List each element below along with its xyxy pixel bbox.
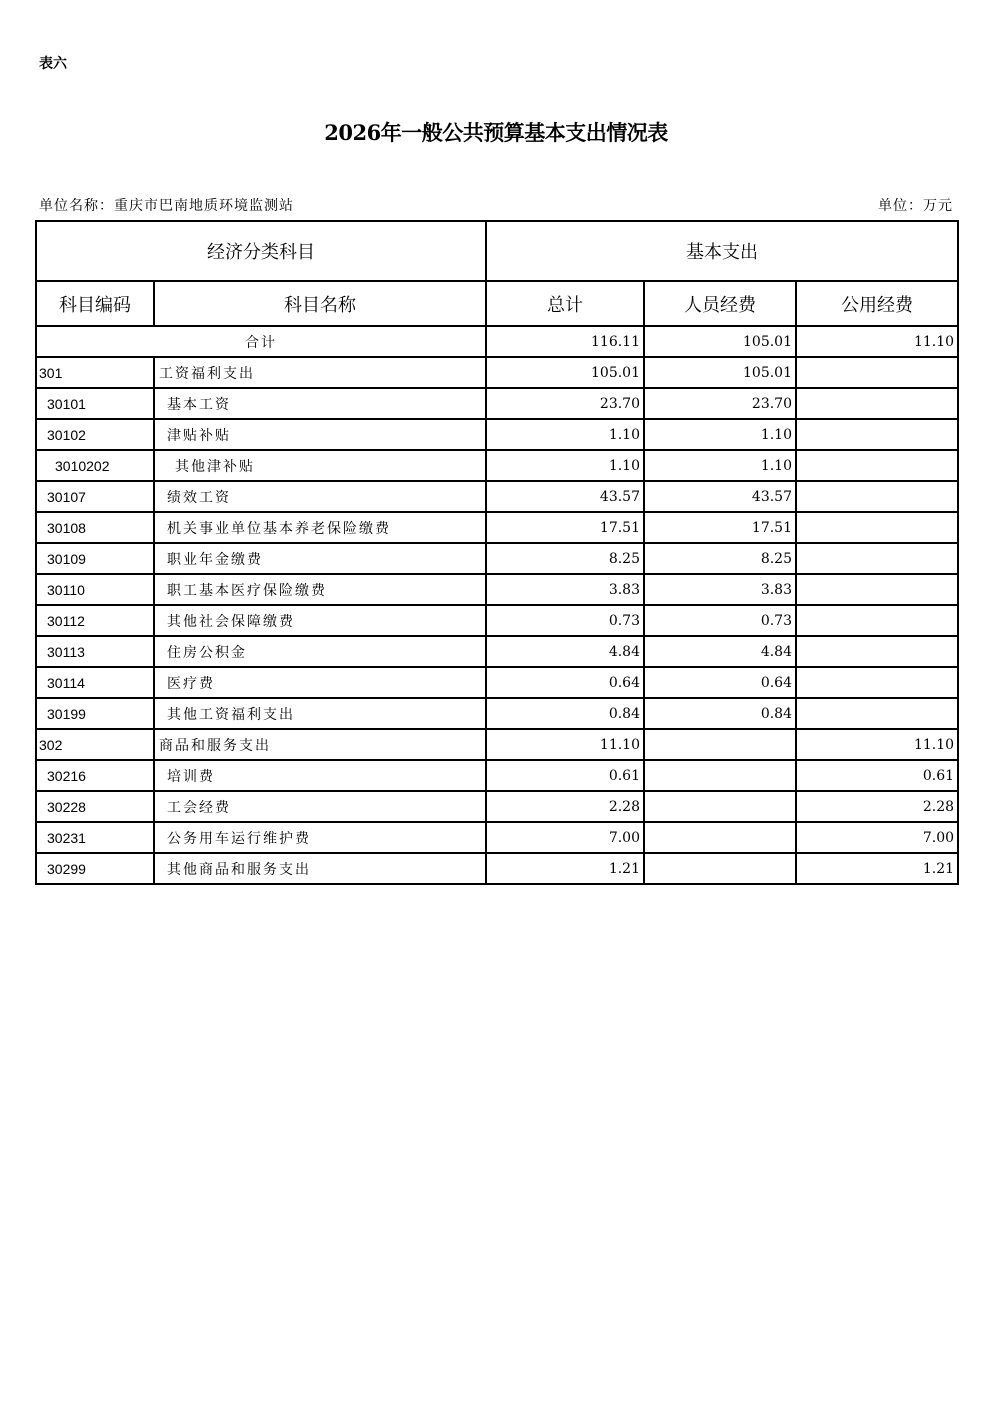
row-subject-name: 工资福利支出: [154, 357, 486, 388]
row-total-amount: 7.00: [486, 822, 644, 853]
row-subject-name: 绩效工资: [154, 481, 486, 512]
row-personnel-amount: 3.83: [644, 574, 796, 605]
row-subject-name: 机关事业单位基本养老保险缴费: [154, 512, 486, 543]
row-total-amount: 0.61: [486, 760, 644, 791]
table-row: [36, 419, 958, 450]
row-public-amount: [796, 667, 958, 698]
row-public-amount: [796, 605, 958, 636]
row-personnel-amount: [644, 853, 796, 884]
row-subject-code: 30108: [36, 512, 154, 543]
row-total-amount: 11.10: [486, 729, 644, 760]
row-total-amount: 3.83: [486, 574, 644, 605]
row-public-amount: [796, 636, 958, 667]
row-total-amount: 43.57: [486, 481, 644, 512]
header-public-expense: 公用经费: [796, 281, 958, 326]
row-total-amount: 1.21: [486, 853, 644, 884]
row-personnel-amount: 17.51: [644, 512, 796, 543]
header-row-group: [36, 221, 958, 281]
table-row: [36, 450, 958, 481]
row-public-amount: [796, 512, 958, 543]
row-subject-name: 医疗费: [154, 667, 486, 698]
row-subject-name: 其他工资福利支出: [154, 698, 486, 729]
row-public-amount: [796, 357, 958, 388]
row-subject-code: 302: [36, 729, 154, 760]
row-total-amount: 105.01: [486, 357, 644, 388]
table-row: [36, 636, 958, 667]
unit-name-label: 单位名称：重庆市巴南地质环境监测站: [39, 198, 294, 214]
table-row: [36, 481, 958, 512]
table-row: [36, 574, 958, 605]
row-subject-code: 30101: [36, 388, 154, 419]
table-row: [36, 667, 958, 698]
row-total-amount: 1.10: [486, 419, 644, 450]
row-subject-name: 职业年金缴费: [154, 543, 486, 574]
row-personnel-amount: [644, 791, 796, 822]
total-personnel-amount: 105.01: [644, 326, 796, 357]
row-personnel-amount: 0.73: [644, 605, 796, 636]
table-row: [36, 853, 958, 884]
total-amount: 116.11: [486, 326, 644, 357]
row-personnel-amount: [644, 729, 796, 760]
table-row: [36, 822, 958, 853]
row-personnel-amount: 1.10: [644, 419, 796, 450]
row-subject-code: 30216: [36, 760, 154, 791]
table-row: [36, 791, 958, 822]
row-subject-code: 301: [36, 357, 154, 388]
row-total-amount: 0.84: [486, 698, 644, 729]
table-row: [36, 698, 958, 729]
row-total-amount: 2.28: [486, 791, 644, 822]
row-personnel-amount: 23.70: [644, 388, 796, 419]
table-row: [36, 729, 958, 760]
total-row: [36, 326, 958, 357]
header-basic-expenditure: 基本支出: [486, 221, 958, 281]
row-subject-name: 其他津补贴: [154, 450, 486, 481]
row-total-amount: 17.51: [486, 512, 644, 543]
row-subject-code: 30110: [36, 574, 154, 605]
table-row: [36, 605, 958, 636]
row-total-amount: 23.70: [486, 388, 644, 419]
row-subject-code: 30102: [36, 419, 154, 450]
row-personnel-amount: 1.10: [644, 450, 796, 481]
total-label: 合计: [36, 326, 486, 357]
row-personnel-amount: 8.25: [644, 543, 796, 574]
row-personnel-amount: 0.84: [644, 698, 796, 729]
row-public-amount: [796, 450, 958, 481]
row-public-amount: 11.10: [796, 729, 958, 760]
row-subject-name: 其他社会保障缴费: [154, 605, 486, 636]
row-public-amount: [796, 698, 958, 729]
row-public-amount: [796, 481, 958, 512]
row-subject-name: 公务用车运行维护费: [154, 822, 486, 853]
header-subject-name: 科目名称: [154, 281, 486, 326]
row-public-amount: 1.21: [796, 853, 958, 884]
row-personnel-amount: 4.84: [644, 636, 796, 667]
row-subject-name: 培训费: [154, 760, 486, 791]
header-personnel-expense: 人员经费: [644, 281, 796, 326]
row-personnel-amount: [644, 822, 796, 853]
row-total-amount: 4.84: [486, 636, 644, 667]
row-subject-code: 30114: [36, 667, 154, 698]
row-subject-code: 30112: [36, 605, 154, 636]
row-public-amount: [796, 574, 958, 605]
row-subject-code: 3010202: [36, 450, 154, 481]
row-subject-code: 30299: [36, 853, 154, 884]
currency-unit-label: 单位：万元: [878, 198, 953, 214]
row-personnel-amount: 43.57: [644, 481, 796, 512]
row-subject-name: 津贴补贴: [154, 419, 486, 450]
table-row: [36, 512, 958, 543]
table-row: [36, 357, 958, 388]
row-personnel-amount: [644, 760, 796, 791]
row-personnel-amount: 0.64: [644, 667, 796, 698]
row-total-amount: 1.10: [486, 450, 644, 481]
row-total-amount: 8.25: [486, 543, 644, 574]
total-public-amount: 11.10: [796, 326, 958, 357]
page-title: 2026年一般公共预算基本支出情况表: [324, 120, 668, 145]
header-economic-classification: 经济分类科目: [36, 221, 486, 281]
table-row: [36, 760, 958, 791]
row-public-amount: 0.61: [796, 760, 958, 791]
row-subject-name: 商品和服务支出: [154, 729, 486, 760]
row-public-amount: 7.00: [796, 822, 958, 853]
row-subject-name: 工会经费: [154, 791, 486, 822]
row-total-amount: 0.73: [486, 605, 644, 636]
row-subject-code: 30107: [36, 481, 154, 512]
row-subject-name: 其他商品和服务支出: [154, 853, 486, 884]
row-subject-code: 30113: [36, 636, 154, 667]
row-public-amount: [796, 388, 958, 419]
row-subject-code: 30109: [36, 543, 154, 574]
row-public-amount: 2.28: [796, 791, 958, 822]
row-subject-name: 职工基本医疗保险缴费: [154, 574, 486, 605]
header-row-columns: [36, 281, 958, 326]
row-subject-name: 基本工资: [154, 388, 486, 419]
table-number-label: 表六: [39, 56, 67, 72]
header-subject-code: 科目编码: [36, 281, 154, 326]
header-total: 总计: [486, 281, 644, 326]
row-subject-code: 30228: [36, 791, 154, 822]
row-public-amount: [796, 419, 958, 450]
budget-table: [35, 220, 959, 885]
row-public-amount: [796, 543, 958, 574]
row-personnel-amount: 105.01: [644, 357, 796, 388]
row-subject-code: 30199: [36, 698, 154, 729]
row-total-amount: 0.64: [486, 667, 644, 698]
table-row: [36, 543, 958, 574]
row-subject-code: 30231: [36, 822, 154, 853]
row-subject-name: 住房公积金: [154, 636, 486, 667]
table-row: [36, 388, 958, 419]
